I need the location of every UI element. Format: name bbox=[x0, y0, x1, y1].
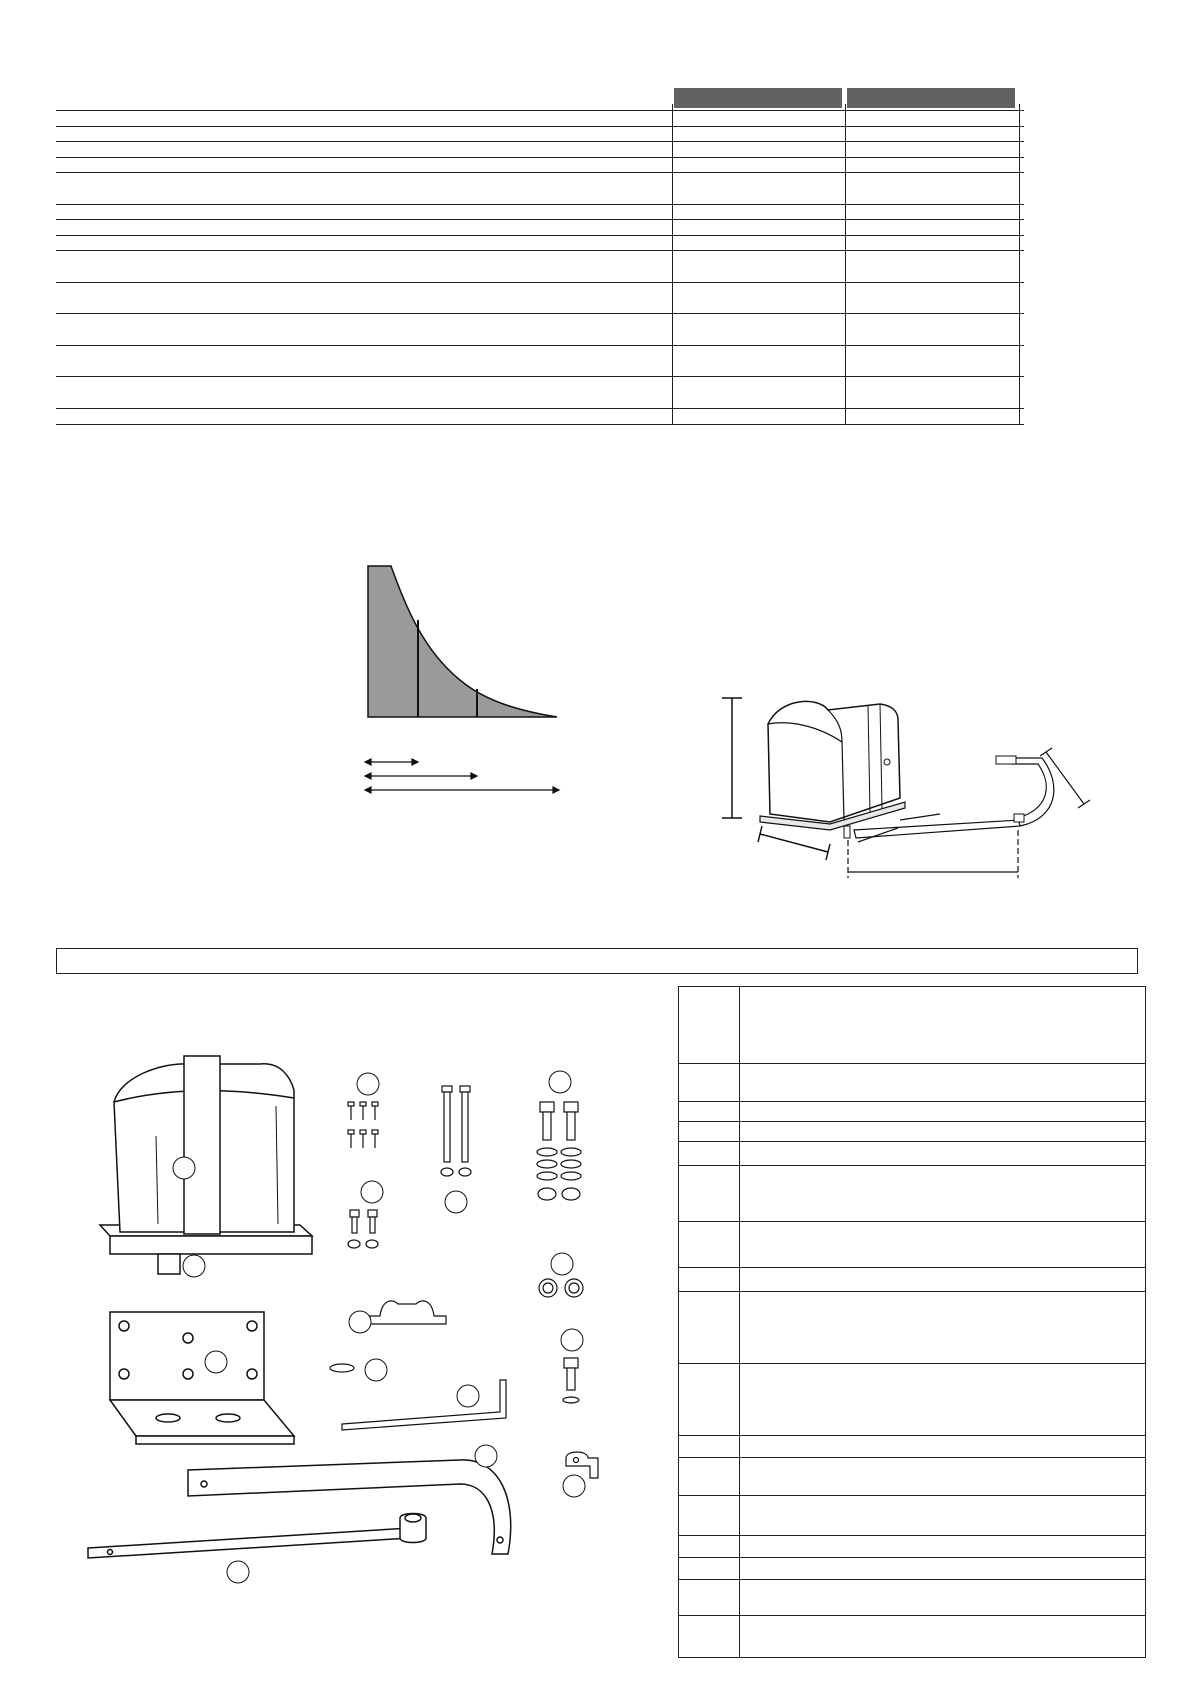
parts-table-rule bbox=[679, 1165, 1145, 1166]
large-bolts-washers-part bbox=[537, 1102, 581, 1200]
long-bolts-part bbox=[441, 1086, 471, 1176]
callout-circle bbox=[357, 1073, 379, 1095]
operator-unit-part bbox=[100, 1056, 312, 1274]
callout-circle bbox=[227, 1561, 249, 1583]
parts-table-rule bbox=[679, 1435, 1145, 1436]
callout-circle bbox=[183, 1255, 205, 1277]
washer-part bbox=[330, 1364, 354, 1372]
clamp-part bbox=[370, 1301, 446, 1324]
spec-table-rule bbox=[56, 313, 1024, 314]
spec-table-header-col-2 bbox=[847, 88, 1015, 108]
parts-table-rule bbox=[679, 1121, 1145, 1122]
parts-table-rule bbox=[679, 1615, 1145, 1616]
callout-circle bbox=[361, 1181, 383, 1203]
depth-dimension bbox=[758, 826, 830, 860]
range-arrow bbox=[365, 773, 477, 779]
spec-table-rule bbox=[56, 110, 1024, 111]
spec-table-rule bbox=[56, 204, 1024, 205]
parts-table-rule bbox=[679, 1557, 1145, 1558]
spec-table-rule bbox=[56, 235, 1024, 236]
parts-table-rule bbox=[679, 1495, 1145, 1496]
callout-circle bbox=[549, 1071, 571, 1093]
callout-circle bbox=[475, 1445, 497, 1467]
output-shaft bbox=[844, 826, 850, 838]
spec-table-rule bbox=[56, 345, 1024, 346]
spec-table-divider bbox=[672, 104, 673, 424]
spec-table-rule bbox=[56, 282, 1024, 283]
exploded-kit-contents-diagram bbox=[80, 1040, 660, 1640]
hex-key-part bbox=[342, 1380, 506, 1430]
duty-cycle-curve-diagram bbox=[355, 560, 575, 800]
parts-table-rule bbox=[679, 1457, 1145, 1458]
parts-table-rule bbox=[679, 1579, 1145, 1580]
parts-table-rule bbox=[679, 1221, 1145, 1222]
callout-circle bbox=[349, 1311, 371, 1333]
parts-table-rule bbox=[679, 1101, 1145, 1102]
angle-bracket-part bbox=[566, 1452, 598, 1478]
arm-pivot bbox=[1014, 814, 1024, 822]
parts-table bbox=[678, 986, 1146, 1658]
bushings-part bbox=[539, 1279, 583, 1297]
callout-circle bbox=[445, 1191, 467, 1213]
spec-table-rule bbox=[56, 376, 1024, 377]
straight-arm-part bbox=[88, 1514, 426, 1559]
spec-table-rule bbox=[56, 141, 1024, 142]
callout-circle bbox=[205, 1351, 227, 1373]
spec-table-divider bbox=[1019, 104, 1020, 424]
parts-table-rule bbox=[679, 1291, 1145, 1292]
parts-table-rule bbox=[679, 1363, 1145, 1364]
spec-table-divider bbox=[845, 104, 846, 424]
range-arrow bbox=[365, 787, 559, 793]
parts-table-rule bbox=[679, 1267, 1145, 1268]
spec-table-rule bbox=[56, 408, 1024, 409]
spec-table-header-col-1 bbox=[674, 88, 842, 108]
callout-circle bbox=[365, 1359, 387, 1381]
medium-screws-part bbox=[348, 1210, 378, 1248]
spec-table-rule bbox=[56, 250, 1024, 251]
spec-table-rule bbox=[56, 126, 1024, 127]
callout-circle bbox=[563, 1475, 585, 1497]
range-arrow bbox=[365, 759, 418, 765]
small-screws-part bbox=[348, 1102, 378, 1148]
callout-circle bbox=[457, 1385, 479, 1407]
parts-table-rule bbox=[679, 1535, 1145, 1536]
arm-bracket bbox=[996, 756, 1016, 764]
parts-table-rule bbox=[679, 1141, 1145, 1142]
curve-area bbox=[368, 566, 557, 717]
kit-contents-section-bar bbox=[56, 948, 1138, 974]
callout-circle bbox=[173, 1157, 195, 1179]
operator-dimension-diagram bbox=[720, 680, 1120, 890]
spec-table-rule bbox=[56, 219, 1024, 220]
spec-table-rule bbox=[56, 157, 1024, 158]
spec-table-rule bbox=[56, 424, 1024, 425]
height-dimension bbox=[722, 698, 742, 818]
callout-circle bbox=[561, 1329, 583, 1351]
spec-table-rule bbox=[56, 172, 1024, 173]
callout-circle bbox=[551, 1253, 573, 1275]
single-bolt-part bbox=[563, 1358, 579, 1403]
mounting-bracket-part bbox=[110, 1312, 294, 1444]
parts-table-rule bbox=[679, 1063, 1145, 1064]
